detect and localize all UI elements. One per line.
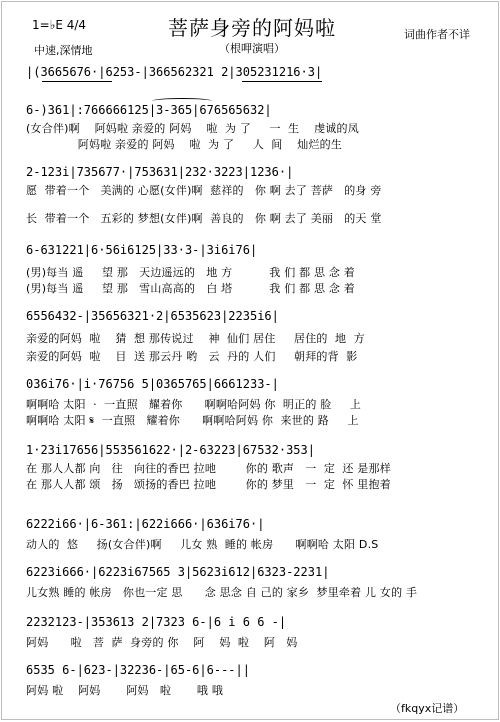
lyric-line: 啊啊哈 太阳 · 一直照 耀着你 啊啊哈阿妈 你 明正的 脸 上 (26, 398, 362, 411)
lyric-line: (男)每当 遥 望 那 雪山高高的 白 塔 我 们 都 思 念 着 (26, 282, 355, 295)
composer-credit: 词曲作者不详 (404, 28, 470, 41)
lyric-line: 愿 带着一个 美满的 心愿(女伴)啊 慈祥的 你 啊 去了 菩萨 的身 旁 (26, 184, 382, 197)
lyric-line: 阿妈 啦 阿妈 阿妈 啦 哦 哦 (26, 684, 224, 697)
beam-line (242, 81, 322, 82)
performer-note: （根呷演唱） (219, 42, 285, 55)
lyric-line: 亲爱的阿妈 啦 目 送 那云丹 哟 云 丹的 人们 朝拜的背 影 (26, 350, 358, 363)
lyric-line: 啊啊哈 太阳 𝄋 一直照 耀着你 啊啊哈阿妈 你 来世的 路 上 (26, 414, 359, 427)
key-signature: 1=♭E 4/4 (32, 18, 87, 32)
lyric-line: 亲爱的阿妈 啦 猜 想 那传说过 神 仙们 居住 居住的 地 方 (26, 332, 365, 345)
notation-line: 6223i666·|6223i67565 3|5623i612|6323-2231| (26, 565, 330, 579)
lyric-line: 动人的 悠 扬(女合伴)啊 儿女 熟 睡的 帐房 啊啊哈 太阳 D.S (26, 538, 379, 551)
song-title: 菩萨身旁的阿妈啦 (168, 16, 336, 40)
lyric-line: 在 那人人都 颂 扬 颂扬的香巴 拉吔 你的 梦里 一 定 怀 里抱着 (26, 478, 391, 491)
notation-line: 6-)361|:766666125|3-365|676565632| (26, 103, 272, 117)
notation-line: 2-123i|735677·|753631|232·3223|1236·| (26, 165, 294, 179)
lyric-line: 长 带着一个 五彩的 梦想(女伴)啊 善良的 你 啊 去了 美丽 的天 堂 (26, 212, 382, 225)
lyric-line: 在 那人人都 向 往 向往的香巴 拉吔 你的 歌声 一 定 还 是那样 (26, 462, 391, 475)
notation-line: 6222i66·|6-361:|622i666·|636i76·| (26, 517, 265, 531)
score-page (1, 1, 499, 720)
notation-line: 6535 6-|623-|32236-|65-6|6---|| (26, 663, 250, 677)
notation-line: 6556432-|35656321·2|6535623|2235i6| (26, 309, 279, 323)
notation-line: 036i76·|i·76756 5|0365765|6661233-| (26, 377, 279, 391)
beam-line (42, 81, 112, 82)
lyric-line: 儿女熟 睡的 帐房 你也一定 思 念 思念 自 己的 家乡 梦里牵着 儿 女的 手 (26, 586, 418, 599)
tempo-marking: 中速,深情地 (34, 44, 93, 57)
notation-line: |(3665676·|6253-|366562321 2|305231216·3| (26, 65, 323, 79)
lyric-line: 阿妈啦 亲爱的 阿妈 啦 为 了 人 间 灿烂的生 (26, 138, 343, 151)
lyric-line: (女合伴)啊 阿妈啦 亲爱的 阿妈 啦 为 了 一 生 虔诚的凤 (26, 122, 359, 135)
lyric-line: 阿妈 啦 菩 萨 身旁的 你 阿 妈 啦 阿 妈 (26, 636, 298, 649)
transcriber-signature: （fkqyx记谱） (390, 702, 465, 715)
notation-line: 6-631221|6·56i6125|33·3-|3i6i76| (26, 243, 258, 257)
notation-line: 1·23i17656|553561622·|2-63223|67532·353| (26, 443, 315, 457)
notation-line: 2232123-|353613 2|7323 6-|6 i 6 6 -| (26, 615, 287, 629)
slur-mark (152, 98, 212, 104)
lyric-line: (男)每当 遥 望 那 天边遥远的 地 方 我 们 都 思 念 着 (26, 266, 355, 279)
